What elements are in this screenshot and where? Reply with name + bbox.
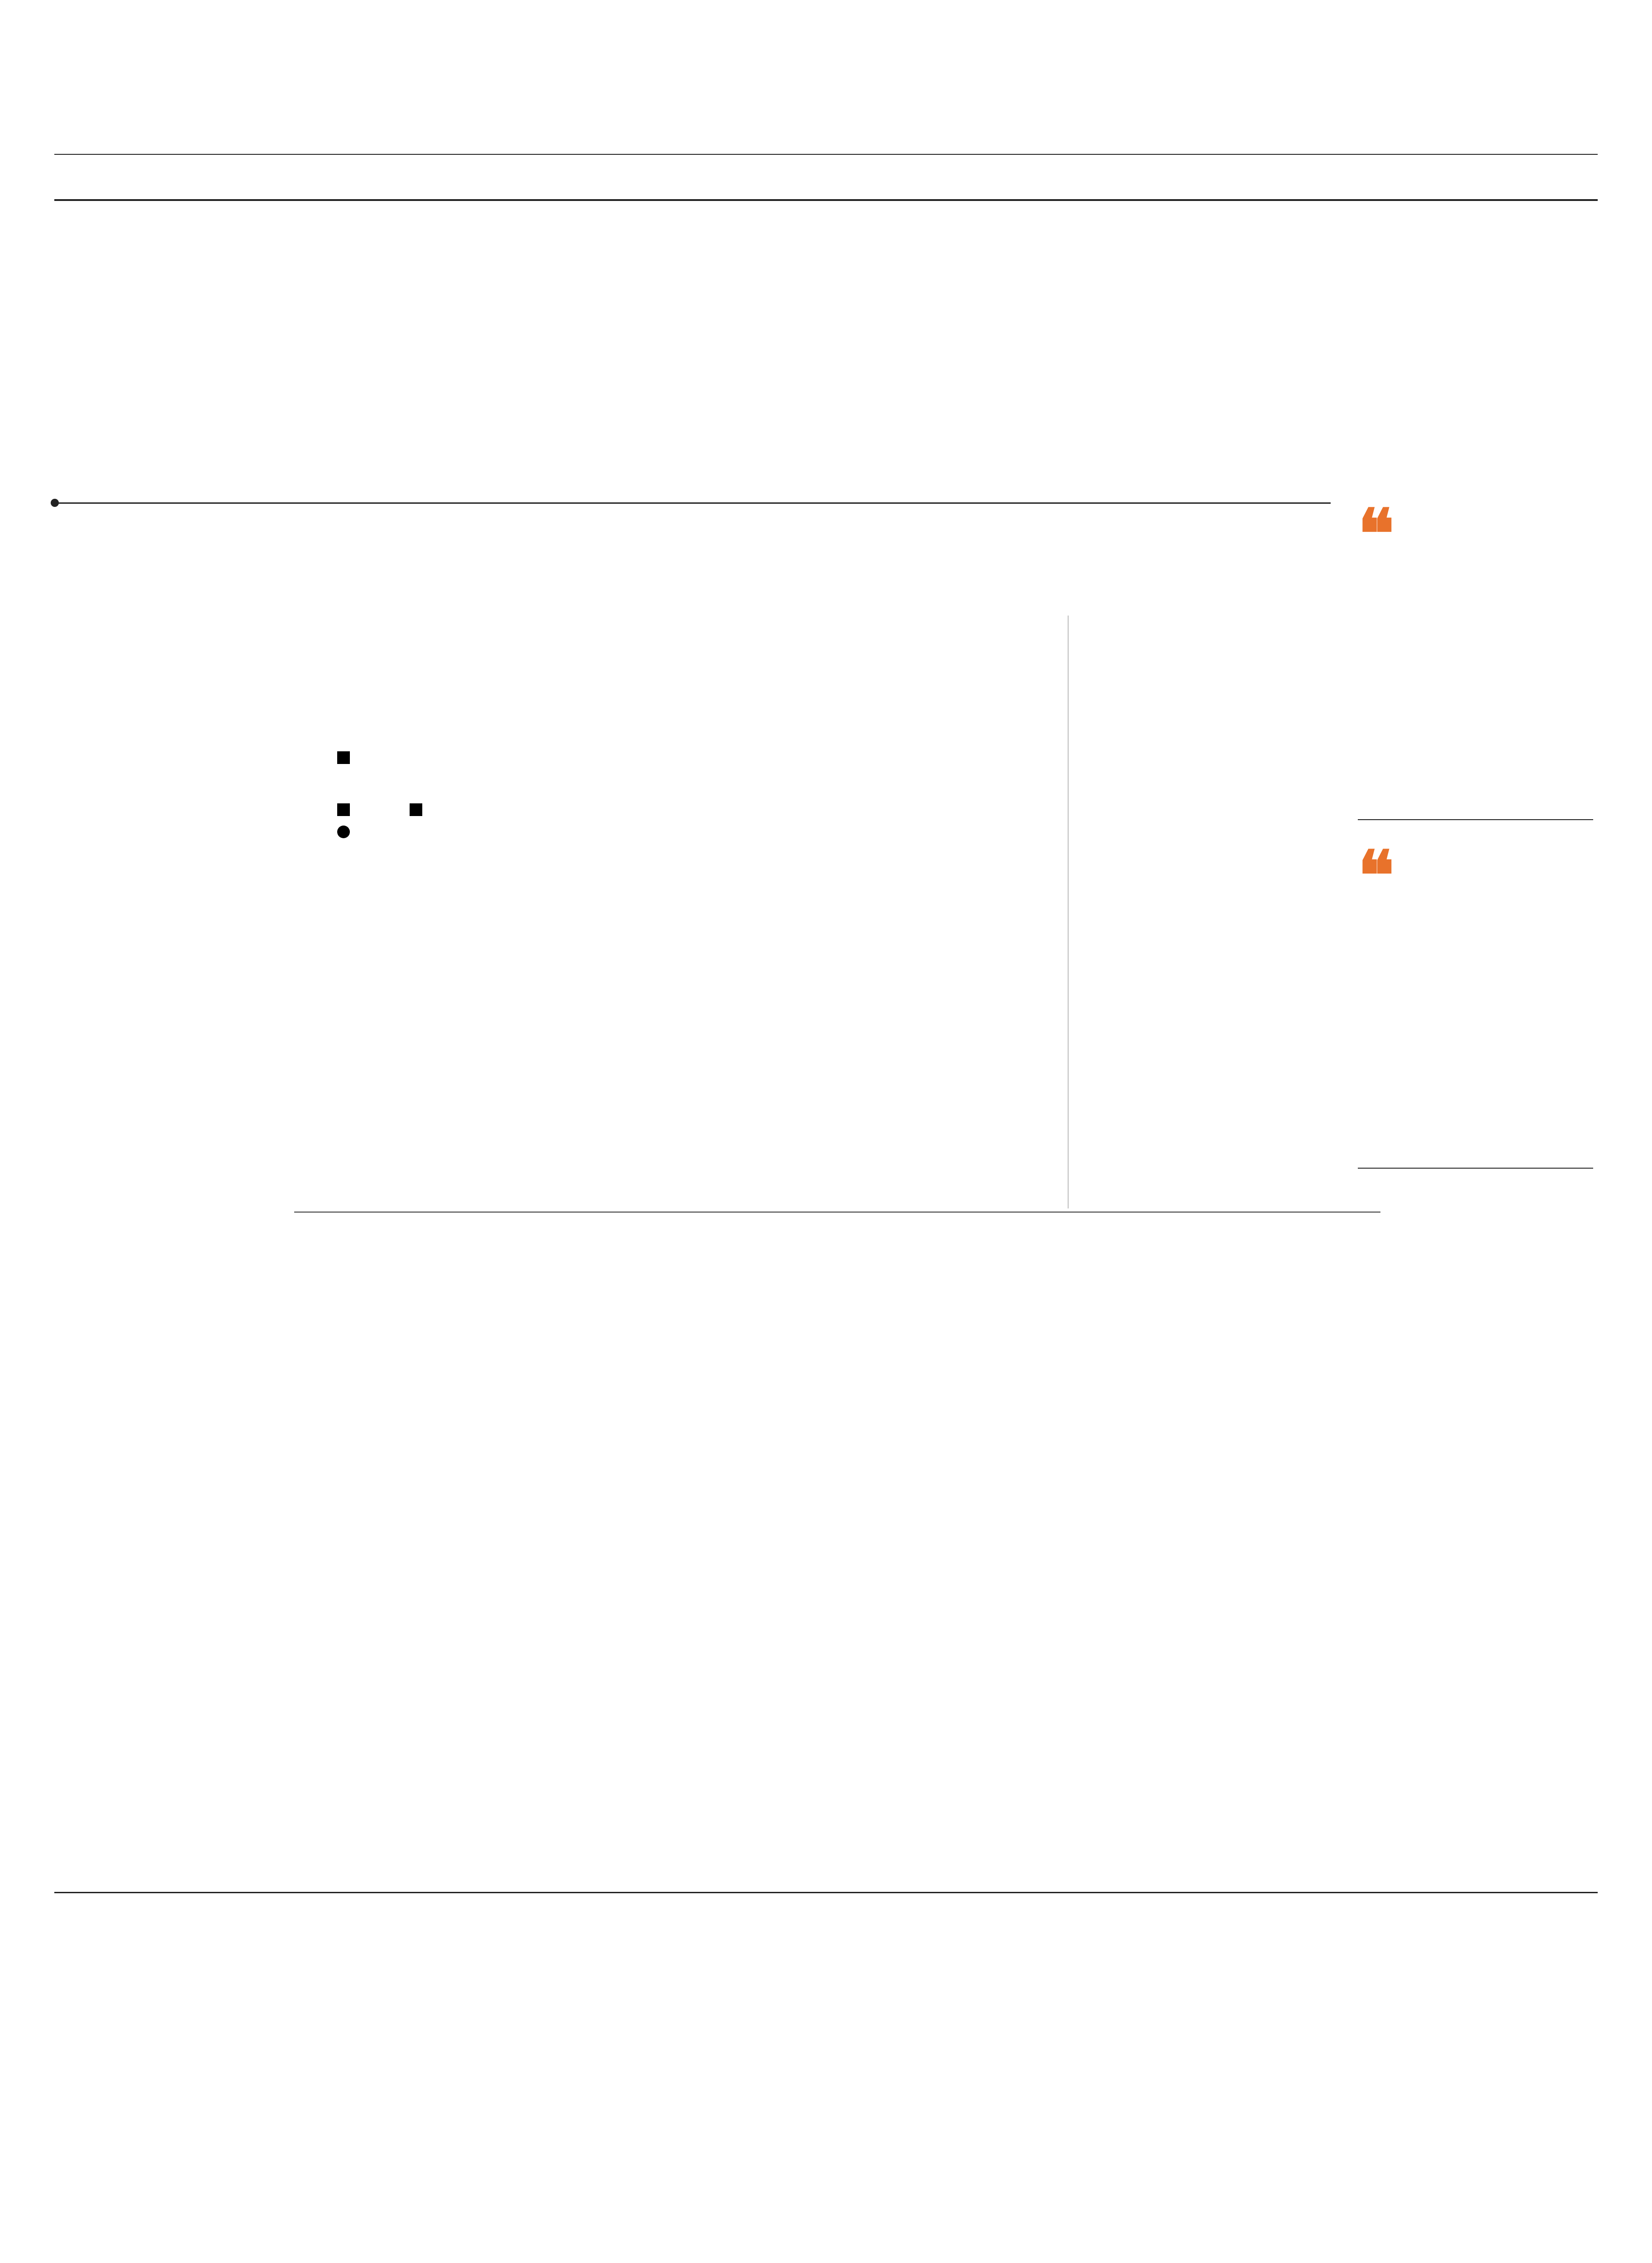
article1-column-4 [733,1267,939,1272]
pull-quote-1 [1358,494,1593,574]
article1-column-6 [1358,1258,1593,1263]
quote-mark: ❝ [1358,494,1394,574]
legend-points-swatch [337,751,350,764]
deck-bullet [51,499,59,507]
masthead-top-rule [54,154,1598,155]
article1-column-2 [294,1267,500,1275]
infographic [294,616,1380,1231]
article-separator [54,1892,1598,1893]
pull-quote-2 [1358,836,1593,916]
legend-girls-swatch [410,803,422,816]
quote-divider [1358,819,1593,820]
infographic-svg [294,616,1380,1231]
legend-diff-swatch [337,826,350,838]
deck-rule [54,502,1331,504]
quote-mark: ❝ [1358,836,1394,916]
legend-boys-swatch [337,803,350,816]
quote-divider [1358,1168,1593,1169]
masthead-rule [54,199,1598,201]
article1-column-5 [953,1258,1159,1266]
article1-column-1 [68,627,272,635]
article1-column-3 [514,1267,720,1272]
